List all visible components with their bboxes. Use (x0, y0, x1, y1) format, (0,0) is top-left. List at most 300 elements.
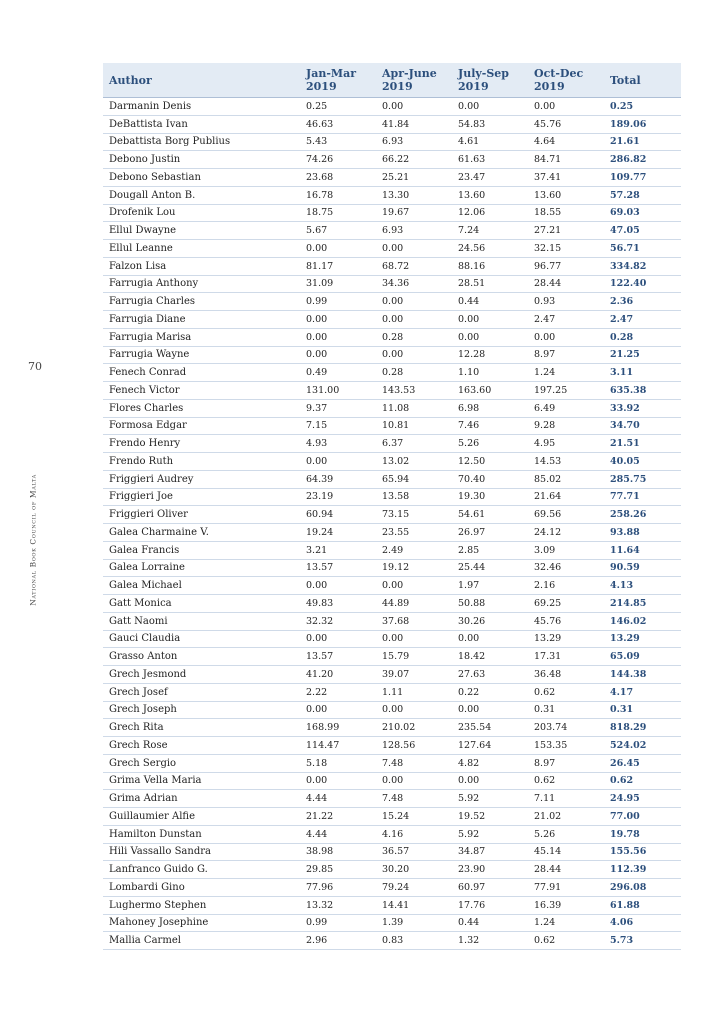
table-row (103, 559, 681, 577)
cell-total: 258.26 (606, 506, 681, 524)
cell-total: 11.64 (606, 541, 681, 559)
cell-q3: 5.92 (454, 825, 530, 843)
cell-author: Fenech Victor (103, 382, 302, 400)
header-q1-year: 2019 (306, 80, 337, 93)
table-row (103, 186, 681, 204)
cell-q4: 0.31 (530, 701, 606, 719)
cell-q3: 6.98 (454, 399, 530, 417)
header-q4-year: 2019 (534, 80, 565, 93)
cell-q4: 18.55 (530, 204, 606, 222)
cell-author: Grech Rose (103, 737, 302, 755)
cell-q4: 45.14 (530, 843, 606, 861)
cell-q3: 70.40 (454, 470, 530, 488)
cell-q2: 0.00 (378, 293, 454, 311)
page-number: 70 (28, 360, 42, 373)
cell-total: 3.11 (606, 364, 681, 382)
cell-q2: 44.89 (378, 595, 454, 613)
table-row (103, 169, 681, 187)
table-row (103, 666, 681, 684)
cell-q1: 0.00 (302, 346, 378, 364)
cell-total: 69.03 (606, 204, 681, 222)
cell-q2: 143.53 (378, 382, 454, 400)
cell-q3: 1.10 (454, 364, 530, 382)
cell-q4: 2.16 (530, 577, 606, 595)
cell-q3: 235.54 (454, 719, 530, 737)
cell-q1: 31.09 (302, 275, 378, 293)
cell-q1: 64.39 (302, 470, 378, 488)
cell-q3: 17.76 (454, 896, 530, 914)
cell-q1: 168.99 (302, 719, 378, 737)
cell-q4: 28.44 (530, 275, 606, 293)
cell-q3: 24.56 (454, 240, 530, 258)
cell-q2: 13.30 (378, 186, 454, 204)
cell-q3: 88.16 (454, 257, 530, 275)
cell-author: Friggieri Joe (103, 488, 302, 506)
cell-author: Grech Joseph (103, 701, 302, 719)
cell-q2: 23.55 (378, 524, 454, 542)
cell-total: 19.78 (606, 825, 681, 843)
cell-author: Debono Sebastian (103, 169, 302, 187)
cell-q1: 29.85 (302, 861, 378, 879)
cell-q4: 9.28 (530, 417, 606, 435)
cell-author: Farrugia Marisa (103, 328, 302, 346)
cell-author: Friggieri Oliver (103, 506, 302, 524)
cell-q4: 153.35 (530, 737, 606, 755)
cell-q2: 34.36 (378, 275, 454, 293)
table-row (103, 719, 681, 737)
cell-q2: 6.93 (378, 222, 454, 240)
cell-q1: 77.96 (302, 879, 378, 897)
table-row (103, 435, 681, 453)
cell-author: Grasso Anton (103, 648, 302, 666)
cell-q1: 0.99 (302, 914, 378, 932)
cell-q2: 1.11 (378, 683, 454, 701)
table-row (103, 222, 681, 240)
cell-q2: 36.57 (378, 843, 454, 861)
cell-q1: 2.22 (302, 683, 378, 701)
cell-q3: 0.00 (454, 311, 530, 329)
cell-q1: 0.25 (302, 98, 378, 116)
cell-total: 146.02 (606, 612, 681, 630)
cell-total: 77.00 (606, 808, 681, 826)
cell-q4: 36.48 (530, 666, 606, 684)
cell-author: Frendo Henry (103, 435, 302, 453)
cell-q2: 73.15 (378, 506, 454, 524)
cell-q1: 7.15 (302, 417, 378, 435)
cell-total: 24.95 (606, 790, 681, 808)
table-row (103, 701, 681, 719)
cell-q3: 1.32 (454, 932, 530, 950)
cell-q4: 17.31 (530, 648, 606, 666)
cell-author: Dougall Anton B. (103, 186, 302, 204)
cell-author: Farrugia Anthony (103, 275, 302, 293)
header-q3 (454, 63, 530, 98)
cell-q4: 21.64 (530, 488, 606, 506)
cell-q4: 4.64 (530, 133, 606, 151)
table-row (103, 879, 681, 897)
cell-q1: 0.00 (302, 240, 378, 258)
cell-q2: 39.07 (378, 666, 454, 684)
cell-author: Galea Michael (103, 577, 302, 595)
cell-q3: 23.47 (454, 169, 530, 187)
table-row (103, 293, 681, 311)
cell-total: 34.70 (606, 417, 681, 435)
cell-q3: 0.00 (454, 630, 530, 648)
cell-q3: 30.26 (454, 612, 530, 630)
cell-q4: 3.09 (530, 541, 606, 559)
cell-q4: 203.74 (530, 719, 606, 737)
cell-q3: 127.64 (454, 737, 530, 755)
table-row (103, 257, 681, 275)
cell-total: 155.56 (606, 843, 681, 861)
table-row (103, 541, 681, 559)
cell-q1: 23.68 (302, 169, 378, 187)
cell-author: Farrugia Wayne (103, 346, 302, 364)
cell-total: 47.05 (606, 222, 681, 240)
cell-q4: 32.15 (530, 240, 606, 258)
cell-q3: 5.92 (454, 790, 530, 808)
header-q1 (302, 63, 378, 98)
cell-q2: 79.24 (378, 879, 454, 897)
cell-q2: 68.72 (378, 257, 454, 275)
cell-q3: 54.61 (454, 506, 530, 524)
cell-q1: 4.44 (302, 825, 378, 843)
cell-q1: 0.99 (302, 293, 378, 311)
table-row (103, 115, 681, 133)
table-row (103, 524, 681, 542)
cell-q4: 37.41 (530, 169, 606, 187)
cell-total: 33.92 (606, 399, 681, 417)
cell-total: 144.38 (606, 666, 681, 684)
cell-total: 0.25 (606, 98, 681, 116)
cell-q3: 12.50 (454, 453, 530, 471)
header-author: Author (109, 73, 152, 87)
cell-total: 818.29 (606, 719, 681, 737)
table-row (103, 577, 681, 595)
cell-q1: 0.00 (302, 328, 378, 346)
cell-q4: 0.00 (530, 98, 606, 116)
cell-q1: 46.63 (302, 115, 378, 133)
cell-q1: 13.57 (302, 559, 378, 577)
table-row (103, 896, 681, 914)
table-row (103, 754, 681, 772)
cell-q4: 1.24 (530, 914, 606, 932)
cell-total: 285.75 (606, 470, 681, 488)
cell-total: 0.31 (606, 701, 681, 719)
cell-q2: 11.08 (378, 399, 454, 417)
cell-author: Debono Justin (103, 151, 302, 169)
cell-q1: 4.44 (302, 790, 378, 808)
cell-q1: 0.00 (302, 701, 378, 719)
cell-author: Mahoney Josephine (103, 914, 302, 932)
cell-author: DeBattista Ivan (103, 115, 302, 133)
cell-q1: 5.67 (302, 222, 378, 240)
table-row (103, 808, 681, 826)
cell-q3: 12.06 (454, 204, 530, 222)
cell-q2: 0.00 (378, 240, 454, 258)
cell-total: 2.36 (606, 293, 681, 311)
cell-q2: 128.56 (378, 737, 454, 755)
cell-total: 40.05 (606, 453, 681, 471)
cell-q2: 0.00 (378, 577, 454, 595)
cell-q3: 0.22 (454, 683, 530, 701)
cell-q2: 41.84 (378, 115, 454, 133)
cell-q1: 41.20 (302, 666, 378, 684)
cell-author: Grech Jesmond (103, 666, 302, 684)
cell-total: 286.82 (606, 151, 681, 169)
table-row (103, 470, 681, 488)
cell-q3: 4.82 (454, 754, 530, 772)
table-row (103, 275, 681, 293)
cell-q2: 30.20 (378, 861, 454, 879)
cell-total: 61.88 (606, 896, 681, 914)
cell-q1: 19.24 (302, 524, 378, 542)
cell-author: Gatt Naomi (103, 612, 302, 630)
cell-author: Mallia Carmel (103, 932, 302, 950)
table-row (103, 488, 681, 506)
cell-author: Farrugia Diane (103, 311, 302, 329)
cell-q1: 0.00 (302, 453, 378, 471)
cell-q4: 84.71 (530, 151, 606, 169)
cell-q3: 0.00 (454, 98, 530, 116)
cell-q3: 23.90 (454, 861, 530, 879)
cell-q3: 2.85 (454, 541, 530, 559)
cell-author: Friggieri Audrey (103, 470, 302, 488)
cell-q4: 77.91 (530, 879, 606, 897)
cell-total: 334.82 (606, 257, 681, 275)
table-row (103, 790, 681, 808)
cell-q2: 7.48 (378, 754, 454, 772)
cell-q2: 66.22 (378, 151, 454, 169)
header-q4-period: Oct-Dec (534, 67, 584, 80)
cell-author: Frendo Ruth (103, 453, 302, 471)
cell-author: Hili Vassallo Sandra (103, 843, 302, 861)
cell-q1: 32.32 (302, 612, 378, 630)
table-row (103, 737, 681, 755)
table-row (103, 914, 681, 932)
cell-q2: 15.24 (378, 808, 454, 826)
header-q4 (530, 63, 606, 98)
cell-q2: 2.49 (378, 541, 454, 559)
cell-author: Formosa Edgar (103, 417, 302, 435)
cell-q3: 0.00 (454, 701, 530, 719)
table-header (103, 63, 681, 98)
cell-q2: 19.12 (378, 559, 454, 577)
cell-q2: 7.48 (378, 790, 454, 808)
cell-total: 57.28 (606, 186, 681, 204)
cell-q3: 50.88 (454, 595, 530, 613)
header-q2 (378, 63, 454, 98)
cell-total: 4.13 (606, 577, 681, 595)
cell-q3: 25.44 (454, 559, 530, 577)
cell-q3: 19.30 (454, 488, 530, 506)
cell-total: 0.62 (606, 772, 681, 790)
cell-total: 122.40 (606, 275, 681, 293)
cell-author: Galea Charmaine V. (103, 524, 302, 542)
cell-author: Debattista Borg Publius (103, 133, 302, 151)
header-q2-year: 2019 (382, 80, 413, 93)
cell-author: Falzon Lisa (103, 257, 302, 275)
cell-q4: 5.26 (530, 825, 606, 843)
cell-q4: 0.00 (530, 328, 606, 346)
cell-q4: 197.25 (530, 382, 606, 400)
table-row (103, 328, 681, 346)
cell-author: Flores Charles (103, 399, 302, 417)
table-row (103, 133, 681, 151)
cell-q4: 28.44 (530, 861, 606, 879)
cell-q3: 60.97 (454, 879, 530, 897)
cell-q2: 10.81 (378, 417, 454, 435)
cell-q3: 26.97 (454, 524, 530, 542)
cell-q1: 9.37 (302, 399, 378, 417)
cell-q4: 45.76 (530, 612, 606, 630)
table-row (103, 453, 681, 471)
cell-author: Ellul Leanne (103, 240, 302, 258)
cell-q2: 0.00 (378, 772, 454, 790)
cell-total: 90.59 (606, 559, 681, 577)
cell-total: 13.29 (606, 630, 681, 648)
table-row (103, 595, 681, 613)
header-row (103, 63, 681, 98)
cell-q1: 2.96 (302, 932, 378, 950)
cell-q4: 8.97 (530, 754, 606, 772)
cell-q2: 37.68 (378, 612, 454, 630)
cell-total: 524.02 (606, 737, 681, 755)
cell-q2: 0.28 (378, 328, 454, 346)
table-row (103, 825, 681, 843)
cell-q1: 3.21 (302, 541, 378, 559)
cell-q2: 6.93 (378, 133, 454, 151)
cell-author: Grima Vella Maria (103, 772, 302, 790)
cell-q2: 0.28 (378, 364, 454, 382)
table-row (103, 346, 681, 364)
cell-q3: 28.51 (454, 275, 530, 293)
cell-q4: 0.62 (530, 772, 606, 790)
table-row (103, 612, 681, 630)
cell-q3: 1.97 (454, 577, 530, 595)
cell-total: 2.47 (606, 311, 681, 329)
cell-q1: 114.47 (302, 737, 378, 755)
cell-q4: 69.25 (530, 595, 606, 613)
cell-q3: 18.42 (454, 648, 530, 666)
cell-total: 5.73 (606, 932, 681, 950)
cell-q2: 0.00 (378, 311, 454, 329)
table-row (103, 382, 681, 400)
cell-q1: 21.22 (302, 808, 378, 826)
cell-author: Ellul Dwayne (103, 222, 302, 240)
cell-q2: 210.02 (378, 719, 454, 737)
cell-q2: 13.58 (378, 488, 454, 506)
cell-q1: 0.00 (302, 630, 378, 648)
cell-q2: 4.16 (378, 825, 454, 843)
cell-q3: 54.83 (454, 115, 530, 133)
cell-author: Grima Adrian (103, 790, 302, 808)
cell-q3: 0.44 (454, 914, 530, 932)
table-row (103, 364, 681, 382)
cell-q1: 13.32 (302, 896, 378, 914)
cell-total: 93.88 (606, 524, 681, 542)
cell-q3: 0.00 (454, 772, 530, 790)
table-row (103, 861, 681, 879)
cell-q4: 14.53 (530, 453, 606, 471)
cell-total: 65.09 (606, 648, 681, 666)
cell-total: 26.45 (606, 754, 681, 772)
cell-q3: 0.44 (454, 293, 530, 311)
cell-q4: 0.93 (530, 293, 606, 311)
cell-q4: 13.60 (530, 186, 606, 204)
cell-author: Fenech Conrad (103, 364, 302, 382)
cell-q4: 6.49 (530, 399, 606, 417)
cell-q3: 27.63 (454, 666, 530, 684)
cell-q1: 131.00 (302, 382, 378, 400)
cell-q1: 5.18 (302, 754, 378, 772)
cell-q4: 0.62 (530, 683, 606, 701)
cell-q2: 19.67 (378, 204, 454, 222)
cell-q1: 23.19 (302, 488, 378, 506)
cell-author: Farrugia Charles (103, 293, 302, 311)
header-q3-year: 2019 (458, 80, 489, 93)
table-row (103, 417, 681, 435)
header-q1-period: Jan-Mar (306, 67, 356, 80)
cell-q4: 27.21 (530, 222, 606, 240)
cell-total: 56.71 (606, 240, 681, 258)
side-label-publisher: National Book Council of Malta (28, 474, 38, 606)
cell-q2: 65.94 (378, 470, 454, 488)
cell-author: Hamilton Dunstan (103, 825, 302, 843)
table-row (103, 240, 681, 258)
cell-author: Grech Josef (103, 683, 302, 701)
cell-q3: 34.87 (454, 843, 530, 861)
table-row (103, 151, 681, 169)
cell-total: 214.85 (606, 595, 681, 613)
royalties-table (103, 63, 681, 950)
cell-q4: 96.77 (530, 257, 606, 275)
cell-q1: 60.94 (302, 506, 378, 524)
cell-q4: 45.76 (530, 115, 606, 133)
cell-q1: 0.49 (302, 364, 378, 382)
table-row (103, 772, 681, 790)
cell-total: 4.17 (606, 683, 681, 701)
cell-q3: 4.61 (454, 133, 530, 151)
cell-q4: 24.12 (530, 524, 606, 542)
cell-total: 189.06 (606, 115, 681, 133)
cell-q4: 13.29 (530, 630, 606, 648)
cell-total: 77.71 (606, 488, 681, 506)
cell-q1: 49.83 (302, 595, 378, 613)
table-row (103, 311, 681, 329)
cell-author: Drofenik Lou (103, 204, 302, 222)
cell-total: 112.39 (606, 861, 681, 879)
cell-total: 21.61 (606, 133, 681, 151)
cell-total: 0.28 (606, 328, 681, 346)
cell-q4: 85.02 (530, 470, 606, 488)
table-row (103, 204, 681, 222)
cell-total: 635.38 (606, 382, 681, 400)
cell-q4: 0.62 (530, 932, 606, 950)
royalties-table-container (103, 63, 681, 950)
cell-q3: 7.24 (454, 222, 530, 240)
cell-q1: 38.98 (302, 843, 378, 861)
cell-q1: 0.00 (302, 577, 378, 595)
cell-q1: 81.17 (302, 257, 378, 275)
cell-author: Grech Sergio (103, 754, 302, 772)
cell-author: Lanfranco Guido G. (103, 861, 302, 879)
table-row (103, 843, 681, 861)
cell-q2: 0.00 (378, 701, 454, 719)
table-body (103, 98, 681, 950)
table-row (103, 932, 681, 950)
cell-author: Gauci Claudia (103, 630, 302, 648)
